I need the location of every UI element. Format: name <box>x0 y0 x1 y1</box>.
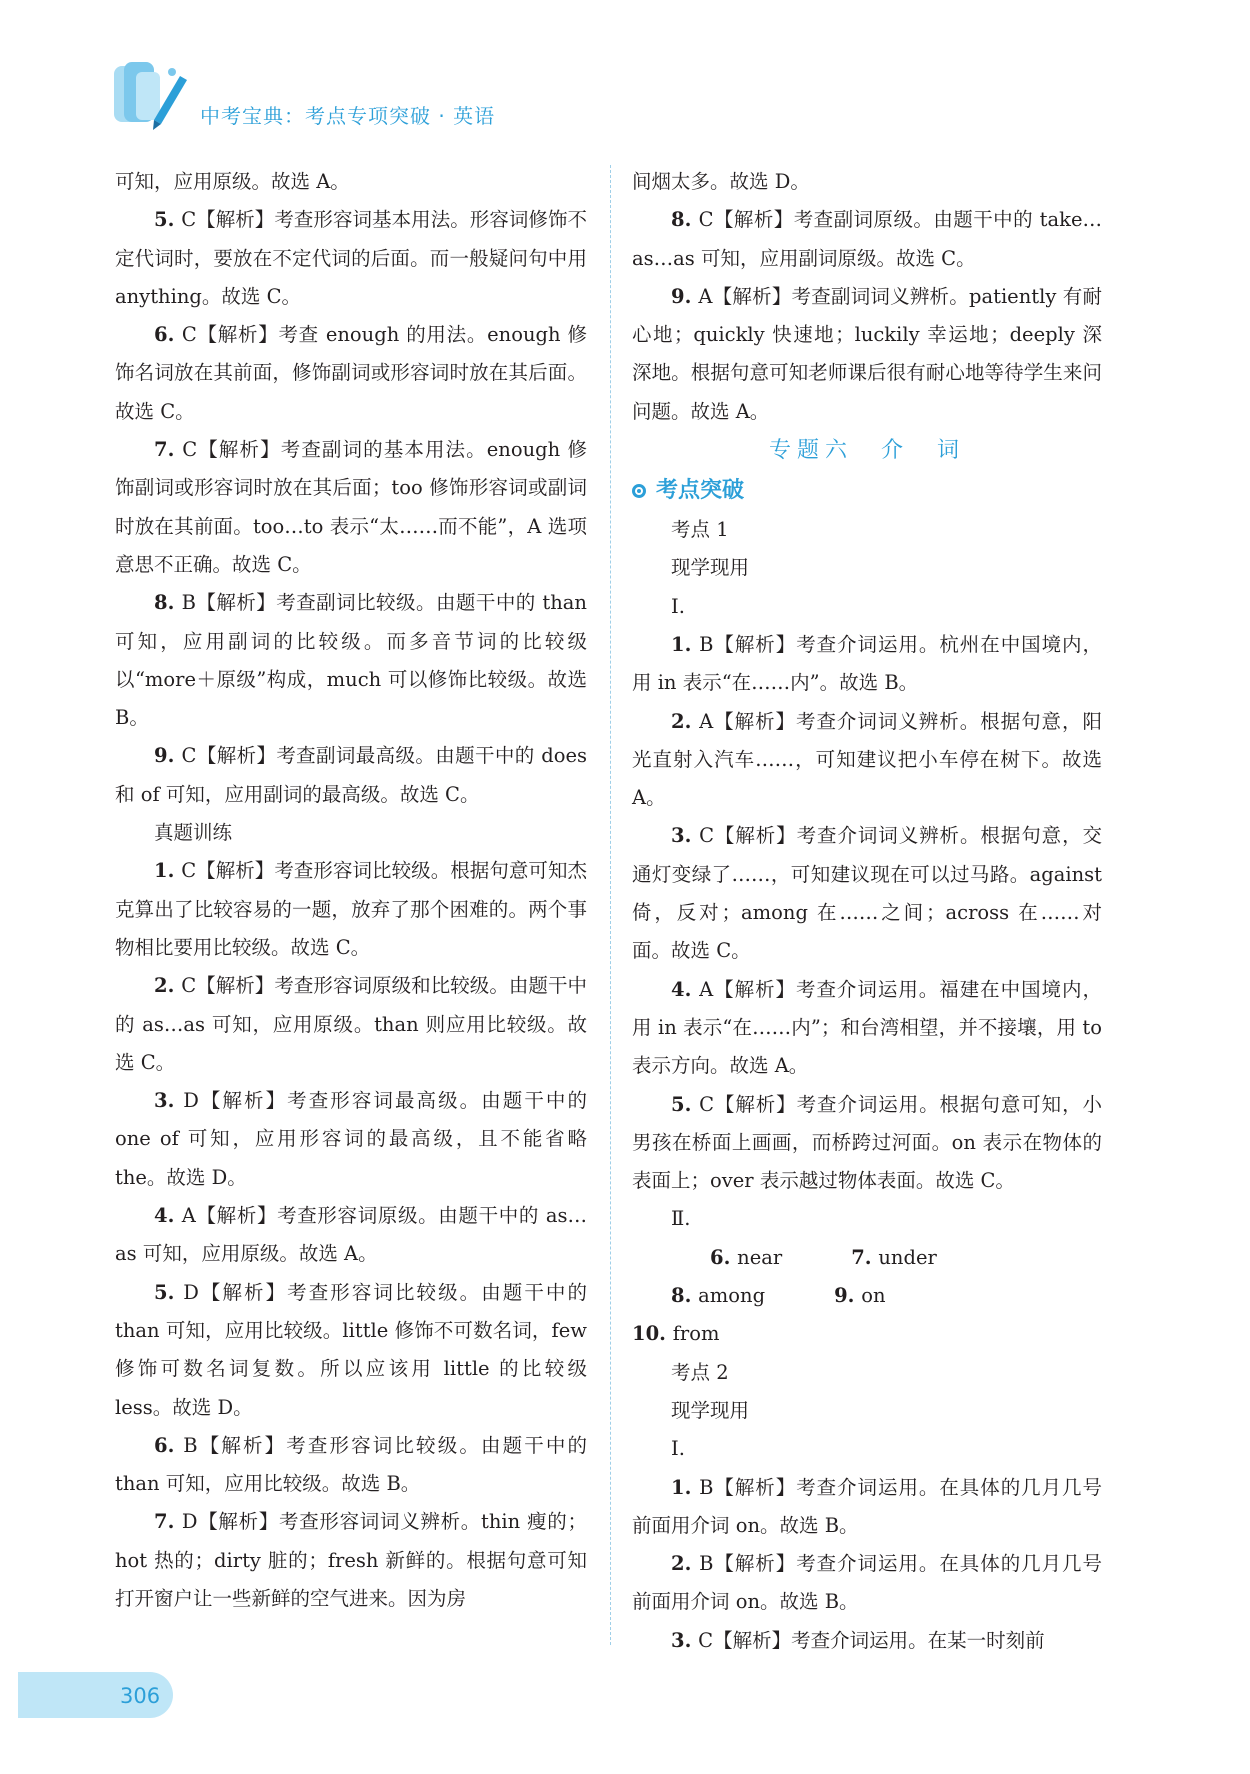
subheading: 考点 1 <box>671 518 729 542</box>
answer-item: 8. C【解析】考查副词原级。由题干中的 take…as…as 可知，应用副词原级。故选 C。 <box>632 208 1102 270</box>
kaodian-heading: 考点突破 <box>632 471 1102 511</box>
book-pen-logo-icon <box>110 58 190 136</box>
answer-item: 9. A【解析】考查副词词义辨析。patiently 有耐心地；quickly 快速地；luckily 幸运地；deeply 深深地。根据句意可知老师课后很有耐心地等待学生来问问题。故选 A。 <box>632 284 1102 423</box>
part-label: Ⅰ. <box>671 1437 685 1461</box>
part-label: Ⅰ. <box>671 594 685 618</box>
answer-item: 1. C【解析】考查形容词比较级。根据句意可知杰克算出了比较容易的一题，放弃了那个困难的。两个事物相比要用比较级。故选 C。 <box>115 859 588 959</box>
section-title: 专题六 介 词 <box>768 438 965 464</box>
column-divider <box>610 165 611 1645</box>
answer-item: 7. C【解析】考查副词的基本用法。enough 修饰副词或形容词时放在其后面；too 修饰形容词或副词时放在其前面。too…to 表示“太……而不能”，A 选项意思不正确。故选 C。 <box>115 438 588 576</box>
answer-item: 3. C【解析】考查介词词义辨析。根据句意，交通灯变绿了……，可知建议现在可以过马路。against 倚，反对；among 在……之间；across 在……对面。故选 C。 <box>632 824 1102 963</box>
subheading: 现学现用 <box>671 1398 750 1422</box>
answer-item: 2. A【解析】考查介词词义辨析。根据句意，阳光直射入汽车……，可知建议把小车停在树下。故选 A。 <box>632 709 1102 810</box>
answer-item: 5. D【解析】考查形容词比较级。由题干中的 than 可知，应用比较级。little 修饰不可数名词，few 修饰可数名词复数。所以应该用 little 的比较级 less。故选 D。 <box>115 1280 587 1419</box>
answer-item: 6. B【解析】考查形容词比较级。由题干中的 than 可知，应用比较级。故选 B。 <box>115 1433 587 1496</box>
answer-item: 7. D【解析】考查形容词词义辨析。thin 瘦的；hot 热的；dirty 脏的；fresh 新鲜的。根据句意可知打开窗户让一些新鲜的空气进来。因为房 <box>115 1510 587 1610</box>
answer-item: 8. B【解析】考查副词比较级。由题干中的 than 可知，应用副词的比较级。而多音节词的比较级以“more＋原级”构成，much 可以修饰比较级。故选 B。 <box>115 591 587 730</box>
answer-item: 5. C【解析】考查形容词基本用法。形容词修饰不定代词时，要放在不定代词的后面。而一般疑问句中用 anything。故选 C。 <box>115 208 588 308</box>
fill-answer: 6. near <box>710 1245 783 1269</box>
left-column <box>115 163 587 1618</box>
fill-answer: 8. among <box>671 1284 766 1308</box>
right-column <box>632 163 1102 1660</box>
answer-item: 4. A【解析】考查形容词原级。由题干中的 as…as 可知，应用原级。故选 A。 <box>115 1204 587 1266</box>
answer-item: 2. B【解析】考查介词运用。在具体的几月几号前面用介词 on。故选 B。 <box>632 1552 1102 1614</box>
answer-item: 6. C【解析】考查 enough 的用法。enough 修饰名词放在其前面，修饰副词或形容词时放在其后面。故选 C。 <box>115 323 587 423</box>
answer-item: 5. C【解析】考查介词运用。根据句意可知，小男孩在桥面上画画，而桥跨过河面。on 表示在物体的表面上；over 表示越过物体表面。故选 C。 <box>632 1092 1102 1193</box>
answer-item: 9. C【解析】考查副词最高级。由题干中的 does 和 of 可知，应用副词的最高级。故选 C。 <box>115 744 588 806</box>
fill-answer: 10. from <box>632 1322 720 1346</box>
answer-item: 1. B【解析】考查介词运用。杭州在中国境内，用 in 表示“在……内”。故选 B。 <box>632 632 1102 695</box>
fill-answer: 9. on <box>834 1284 886 1308</box>
subheading: 真题训练 <box>154 821 233 845</box>
paragraph: 间烟太多。故选 D。 <box>632 170 810 193</box>
fill-answers <box>632 1239 1102 1316</box>
answer-item: 3. C【解析】考查介词运用。在某一时刻前 <box>671 1628 1045 1652</box>
header-title: 中考宝典：考点专项突破 · 英语 <box>200 104 496 128</box>
answer-item: 1. B【解析】考查介词运用。在具体的几月几号前面用介词 on。故选 B。 <box>632 1475 1102 1537</box>
paragraph: 可知，应用原级。故选 A。 <box>115 170 350 193</box>
fill-answer: 7. under <box>851 1245 937 1269</box>
subheading: 考点 2 <box>671 1360 729 1384</box>
answer-item: 2. C【解析】考查形容词原级和比较级。由题干中的 as…as 可知，应用原级。than 则应用比较级。故选 C。 <box>115 974 588 1074</box>
target-bullet-icon <box>632 484 646 498</box>
subheading: 现学现用 <box>671 556 750 580</box>
page-header <box>0 0 1250 150</box>
part-label: Ⅱ. <box>671 1207 691 1231</box>
page-number: 306 <box>120 1684 161 1708</box>
answer-item: 4. A【解析】考查介词运用。福建在中国境内，用 in 表示“在……内”；和台湾相望，并不接壤，用 to 表示方向。故选 A。 <box>632 977 1102 1078</box>
answer-item: 3. D【解析】考查形容词最高级。由题干中的 one of 可知，应用形容词的最高级，且不能省略 the。故选 D。 <box>115 1089 587 1189</box>
